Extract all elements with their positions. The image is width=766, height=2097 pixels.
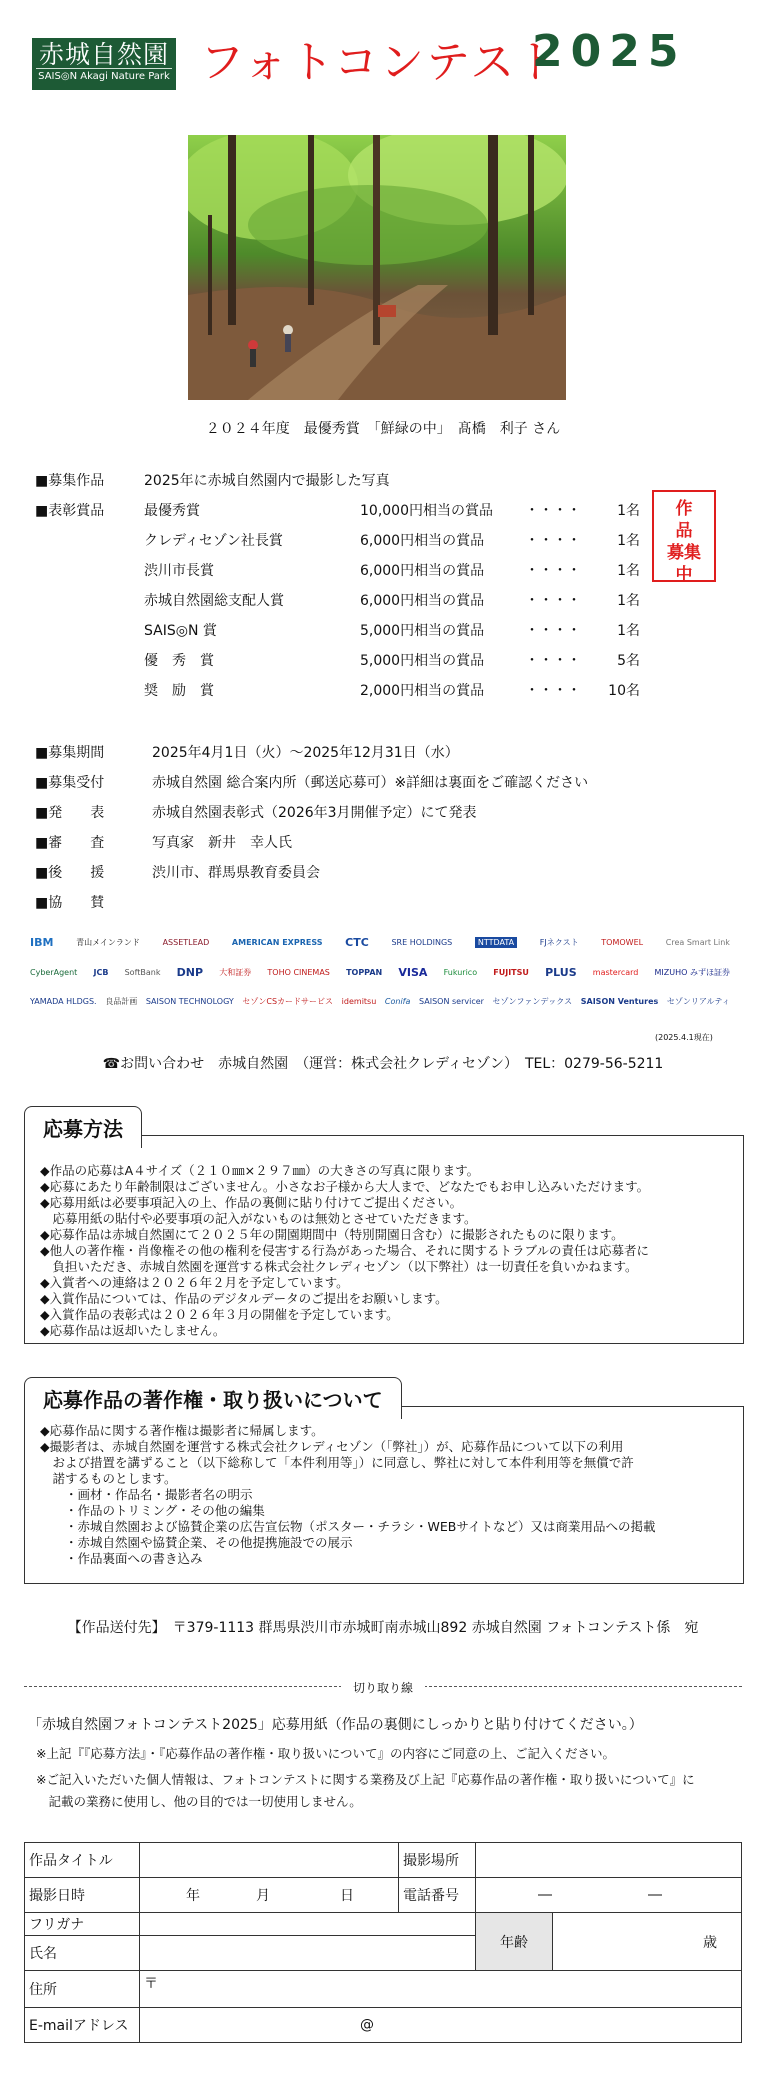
prize-dots: ・・・・ bbox=[525, 503, 581, 519]
name-label: 氏名 bbox=[25, 1936, 140, 1971]
year-unit: 年 bbox=[186, 1888, 200, 1904]
sponsor-logos-row-3 bbox=[30, 996, 730, 1007]
prize-dots: ・・・・ bbox=[525, 563, 581, 579]
sponsor-logo: TOMOWEL bbox=[601, 938, 644, 947]
sponsor-logo: FUJITSU bbox=[493, 968, 529, 977]
sponsor-logo: TOHO CINEMAS bbox=[267, 968, 330, 977]
prize-value: 6,000円相当の賞品 bbox=[360, 593, 485, 609]
sponsor-logo: SoftBank bbox=[124, 968, 161, 977]
prize-value: 5,000円相当の賞品 bbox=[360, 623, 485, 639]
contact-info: ☎お問い合わせ 赤城自然園 （運営：株式会社クレディセゾン） TEL：0279-56-5211 bbox=[102, 1056, 664, 1072]
copyright-item: 諾するものとします。 bbox=[40, 1471, 177, 1486]
prize-dots: ・・・・ bbox=[525, 533, 581, 549]
how-to-apply-item: ◆作品の応募はA４サイズ（２１０㎜×２９７㎜）の大きさの写真に限ります。 bbox=[40, 1163, 480, 1178]
sponsor-logo: AMERICAN EXPRESS bbox=[231, 938, 323, 947]
copyright-item: ・赤城自然園や協賛企業、その他提携施設での展示 bbox=[40, 1535, 353, 1550]
prize-count: 1名 bbox=[617, 593, 640, 609]
reception-value: 赤城自然園 総合案内所（郵送応募可）※詳細は裏面をご確認ください bbox=[152, 775, 589, 791]
title-label: 作品タイトル bbox=[25, 1843, 140, 1878]
sponsor-logo: SRE HOLDINGS bbox=[391, 938, 453, 947]
how-to-apply-item: ◆応募にあたり年齢制限はございません。小さなお子様から大人まで、どなたでもお申し込みいただけます。 bbox=[40, 1179, 650, 1194]
email-at: @ bbox=[360, 2017, 374, 2033]
email-label: E-mailアドレス bbox=[25, 2008, 140, 2043]
form-note: ※ご記入いただいた個人情報は、フォトコンテストに関する業務及び上記『応募作品の著作権・取り扱いについて』に bbox=[36, 1772, 695, 1787]
prize-count: 1名 bbox=[617, 503, 640, 519]
prize-count: 1名 bbox=[617, 563, 640, 579]
date-label: 撮影日時 bbox=[25, 1878, 140, 1913]
support-value: 渋川市、群馬県教育委員会 bbox=[152, 865, 320, 881]
announce-value: 赤城自然園表彰式（2026年3月開催予定）にて発表 bbox=[152, 805, 477, 821]
how-to-apply-item: ◆入賞作品については、作品のデジタルデータのご提出をお願いします。 bbox=[40, 1291, 448, 1306]
send-to-address: 【作品送付先】 〒379-1113 群馬県渋川市赤城町南赤城山892 赤城自然園 フォトコンテスト係 宛 bbox=[67, 1620, 699, 1636]
logo-english: SAIS◎N Akagi Nature Park bbox=[38, 71, 170, 82]
prize-dots: ・・・・ bbox=[525, 683, 581, 699]
location-input[interactable] bbox=[476, 1843, 742, 1878]
how-to-apply-item: ◆応募作品は返却いたしません。 bbox=[40, 1323, 226, 1338]
form-note: ※上記『『応募方法』・『応募作品の著作権・取り扱いについて』の内容にご同意の上、ご記入ください。 bbox=[36, 1746, 615, 1761]
sponsor-logo: 青山メインランド bbox=[76, 938, 140, 947]
theme-value: 2025年に赤城自然園内で撮影した写真 bbox=[144, 473, 390, 489]
form-title: 「赤城自然園フォトコンテスト2025」応募用紙（作品の裏側にしっかりと貼り付けてください。） bbox=[28, 1717, 643, 1733]
how-to-apply-item: ◆応募作品は赤城自然園にて２０２５年の開園期間中（特別開園日含む）に撮影されたものに限ります。 bbox=[40, 1227, 624, 1242]
akagi-nature-park-logo bbox=[32, 38, 176, 90]
sponsor-logo: PLUS bbox=[545, 966, 577, 979]
page-title: フォトコンテスト bbox=[200, 37, 563, 88]
prize-name: 渋川市長賞 bbox=[144, 563, 214, 579]
forest-photo-image bbox=[188, 135, 566, 400]
sponsors-as-of: (2025.4.1現在) bbox=[655, 1033, 713, 1042]
sponsor-logo: JCB bbox=[93, 968, 109, 977]
cut-line-label: 切り取り線 bbox=[341, 1679, 425, 1696]
sponsor-logos-row-2 bbox=[30, 966, 730, 979]
age-input[interactable] bbox=[553, 1913, 742, 1971]
announce-label: ■発 表 bbox=[35, 805, 105, 821]
copyright-item: ・作品のトリミング・その他の編集 bbox=[40, 1503, 265, 1518]
furigana-input[interactable] bbox=[140, 1913, 476, 1936]
prizes-label: ■表彰賞品 bbox=[35, 503, 105, 519]
sponsor-logo: VISA bbox=[398, 966, 428, 979]
address-label: 住所 bbox=[25, 1971, 140, 2008]
sponsor-logo: SAISON servicer bbox=[419, 997, 484, 1006]
copyright-item: ・画材・作品名・撮影者名の明示 bbox=[40, 1487, 253, 1502]
period-value: 2025年4月1日（火）～2025年12月31日（水） bbox=[152, 745, 459, 761]
copyright-item: ・作品裏面への書き込み bbox=[40, 1551, 203, 1566]
prize-count: 10名 bbox=[608, 683, 640, 699]
prize-name: 赤城自然園総支配人賞 bbox=[144, 593, 284, 609]
sponsor-logo: YAMADA HLDGS. bbox=[30, 997, 97, 1006]
name-input[interactable] bbox=[140, 1936, 476, 1971]
theme-label: ■募集作品 bbox=[35, 473, 105, 489]
logo-japanese: 赤城自然園 bbox=[36, 41, 172, 69]
sponsor-label: ■協 賛 bbox=[35, 895, 105, 911]
prize-count: 5名 bbox=[617, 653, 640, 669]
form-note: 記載の業務に使用し、他の目的では一切使用しません。 bbox=[36, 1794, 362, 1809]
how-to-apply-item: 負担いただき、赤城自然園を運営する株式会社クレディセゾン（以下弊社）は一切責任を負いかねます。 bbox=[40, 1259, 638, 1274]
sponsor-logo: MIZUHO みずほ証券 bbox=[654, 968, 730, 977]
prize-dots: ・・・・ bbox=[525, 623, 581, 639]
phone-separator: ― bbox=[538, 1887, 552, 1903]
sponsor-logo: NTTDATA bbox=[475, 937, 517, 948]
prize-value: 5,000円相当の賞品 bbox=[360, 653, 485, 669]
sponsor-logo: SAISON Ventures bbox=[580, 997, 659, 1006]
date-input[interactable] bbox=[140, 1878, 399, 1913]
sponsor-logo: TOPPAN bbox=[346, 968, 383, 977]
sponsor-logo: mastercard bbox=[592, 968, 639, 977]
copyright-item: ◆応募作品に関する著作権は撮影者に帰属します。 bbox=[40, 1423, 324, 1438]
sponsor-logo: Conifa bbox=[384, 997, 411, 1006]
location-label: 撮影場所 bbox=[399, 1843, 476, 1878]
sponsor-logo: セゾンCSカードサービス bbox=[242, 997, 334, 1006]
prize-dots: ・・・・ bbox=[525, 593, 581, 609]
prize-name: 奨 励 賞 bbox=[144, 683, 214, 699]
sponsor-logo: SAISON TECHNOLOGY bbox=[145, 997, 234, 1006]
prize-value: 10,000円相当の賞品 bbox=[360, 503, 493, 519]
title-input[interactable] bbox=[140, 1843, 399, 1878]
period-label: ■募集期間 bbox=[35, 745, 105, 761]
sponsor-logo: CTC bbox=[345, 936, 369, 949]
sponsor-logo: IBM bbox=[30, 936, 54, 949]
how-to-apply-item: 応募用紙の貼付や必要事項の記入がないものは無効とさせていただきます。 bbox=[40, 1211, 477, 1226]
how-to-apply-item: ◆入賞者への連絡は２０２６年２月を予定しています。 bbox=[40, 1275, 349, 1290]
sponsor-logo: 大和証券 bbox=[219, 968, 252, 977]
sponsor-logo: CyberAgent bbox=[30, 968, 78, 977]
phone-label: 電話番号 bbox=[399, 1878, 476, 1913]
age-unit: 歳 bbox=[703, 1934, 717, 1951]
copyright-item: ・赤城自然園および協賛企業の広告宣伝物（ポスター・チラシ・WEBサイトなど）又は商業用品への掲載 bbox=[40, 1519, 656, 1534]
age-label: 年齢 bbox=[476, 1913, 553, 1971]
prize-value: 6,000円相当の賞品 bbox=[360, 563, 485, 579]
prize-dots: ・・・・ bbox=[525, 653, 581, 669]
stamp-line1: 作 品 bbox=[675, 499, 710, 541]
email-input[interactable] bbox=[140, 2008, 742, 2043]
stamp-line2: 募集中 bbox=[667, 543, 701, 585]
month-unit: 月 bbox=[256, 1888, 270, 1904]
prize-value: 6,000円相当の賞品 bbox=[360, 533, 485, 549]
judge-label: ■審 査 bbox=[35, 835, 105, 851]
prize-name: 最優秀賞 bbox=[144, 503, 200, 519]
prize-name: 優 秀 賞 bbox=[144, 653, 214, 669]
prize-name: SAIS◎N 賞 bbox=[144, 623, 217, 639]
copyright-item: および措置を講ずること（以下総称して「本件利用等」）に同意し、弊社に対して本件利用等を無償で許 bbox=[40, 1455, 634, 1470]
sponsor-logo: セゾンリアルティ bbox=[666, 997, 730, 1006]
cut-line bbox=[24, 1679, 742, 1693]
sponsor-logo: 良品計画 bbox=[105, 997, 138, 1006]
prize-count: 1名 bbox=[617, 623, 640, 639]
entry-form-table bbox=[24, 1842, 742, 2043]
how-to-apply-heading: 応募方法 bbox=[24, 1106, 142, 1148]
sponsor-logo: セゾンファンデックス bbox=[492, 997, 573, 1006]
sponsor-logo: Fukurico bbox=[443, 968, 478, 977]
postal-mark: 〒 bbox=[144, 1976, 158, 1992]
address-input[interactable] bbox=[140, 1971, 742, 2008]
phone-separator: ― bbox=[648, 1887, 662, 1903]
reception-label: ■募集受付 bbox=[35, 775, 105, 791]
sponsor-logo: Crea Smart Link bbox=[665, 938, 730, 947]
prize-value: 2,000円相当の賞品 bbox=[360, 683, 485, 699]
award-photo bbox=[188, 135, 566, 400]
now-accepting-stamp bbox=[652, 490, 716, 585]
judge-value: 写真家 新井 幸人氏 bbox=[152, 835, 292, 851]
phone-input[interactable] bbox=[476, 1878, 742, 1913]
how-to-apply-item: ◆入賞作品の表彰式は２０２６年３月の開催を予定しています。 bbox=[40, 1307, 399, 1322]
how-to-apply-item: ◆他人の著作権・肖像権その他の権利を侵害する行為があった場合、それに関するトラブルの責任は応募者に bbox=[40, 1243, 649, 1258]
copyright-heading: 応募作品の著作権・取り扱いについて bbox=[24, 1377, 402, 1419]
sponsor-logo: idemitsu bbox=[341, 997, 377, 1006]
how-to-apply-item: ◆応募用紙は必要事項記入の上、作品の裏側に貼り付けてご提出ください。 bbox=[40, 1195, 463, 1210]
sponsor-logo: FJネクスト bbox=[539, 938, 579, 947]
day-unit: 日 bbox=[340, 1888, 354, 1904]
prize-name: クレディセゾン社長賞 bbox=[144, 533, 283, 549]
copyright-item: ◆撮影者は、赤城自然園を運営する株式会社クレディセゾン（「弊社」）が、応募作品について以下の利用 bbox=[40, 1439, 624, 1454]
support-label: ■後 援 bbox=[35, 865, 105, 881]
furigana-label: フリガナ bbox=[25, 1913, 140, 1936]
sponsor-logos-row-1 bbox=[30, 936, 730, 949]
sponsor-logo: ASSETLEAD bbox=[162, 938, 210, 947]
sponsor-logo: DNP bbox=[176, 966, 204, 979]
photo-caption: ２０２４年度 最優秀賞 「鮮緑の中」 髙橋 利子 さん bbox=[205, 421, 561, 437]
prize-count: 1名 bbox=[617, 533, 640, 549]
page-title-year: 2025 bbox=[532, 26, 687, 77]
